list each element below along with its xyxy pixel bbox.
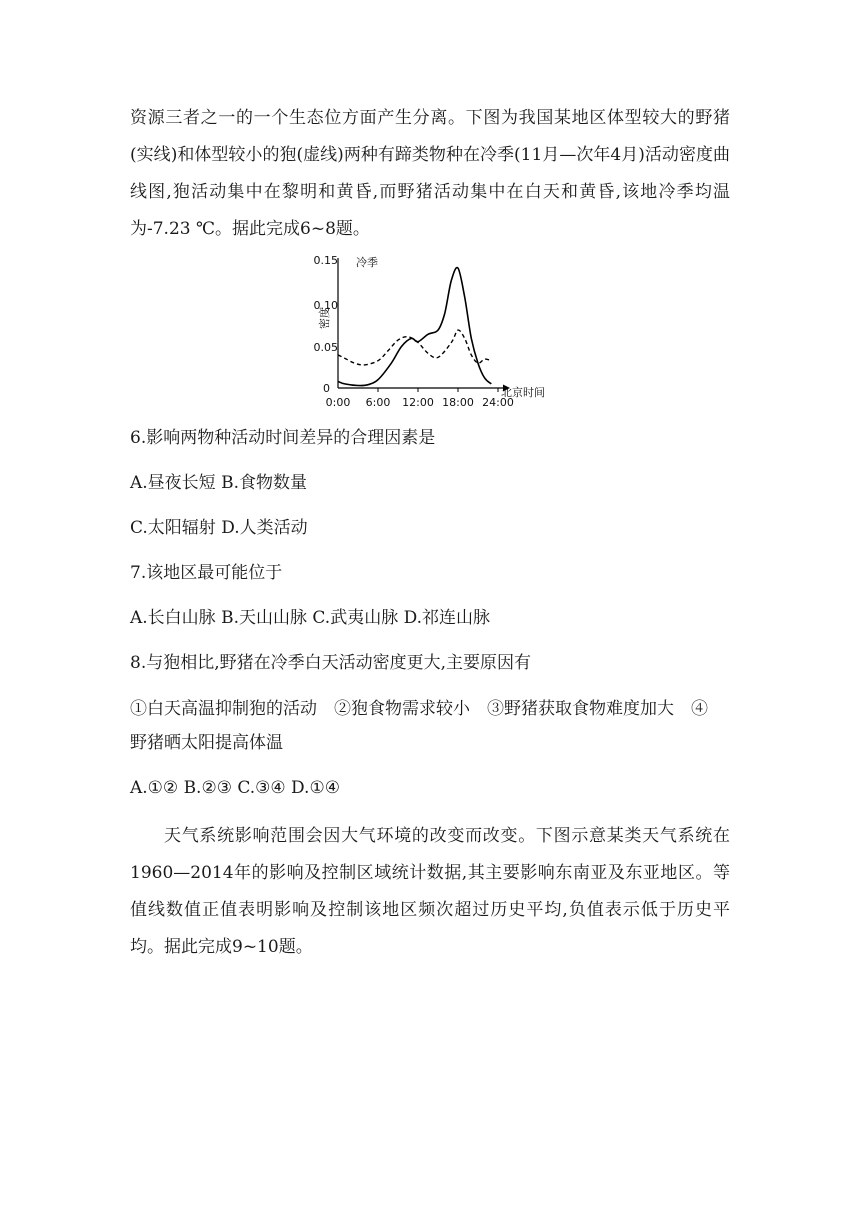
x-axis-label: 北京时间 [501, 386, 545, 399]
q8-statements-row1: ①白天高温抑制狍的活动 ②狍食物需求较小 ③野猪获取食物难度加大 ④ [130, 699, 708, 719]
x-tick-label: 6:00 [365, 396, 391, 409]
q6-options-row1: A.昼夜长短 B.食物数量 [130, 473, 307, 493]
x-tick-marks [378, 388, 498, 392]
y-tick-label: 0.15 [313, 254, 338, 267]
y-tick-label: 0 [323, 382, 330, 395]
activity-density-chart [313, 246, 545, 410]
x-tick-label: 24:00 [482, 396, 514, 409]
q8-stem: 8.与狍相比,野猪在冷季白天活动密度更大,主要原因有 [130, 653, 532, 673]
x-tick-label: 18:00 [442, 396, 474, 409]
x-tick-label: 0:00 [325, 396, 351, 409]
intro-paragraph: 资源三者之一的一个生态位方面产生分离。下图为我国某地区体型较大的野猪(实线)和体型较小的狍(虚线)两种有蹄类物种在冷季(11月—次年4月)活动密度曲线图,狍活动集中在黎明和黄昏,而野猪活动集中在白天和黄昏,该地冷季均温为-7.23 ℃。据此完成6~8题。 [130, 108, 730, 239]
q6-options-row2: C.太阳辐射 D.人类活动 [130, 518, 308, 538]
q8-statements-row2: 野猪晒太阳提高体温 [130, 733, 283, 753]
y-tick-label: 0.10 [313, 299, 338, 312]
x-tick-label: 12:00 [402, 396, 434, 409]
q6-stem: 6.影响两物种活动时间差异的合理因素是 [130, 428, 436, 448]
series-line-solid [338, 268, 491, 386]
q7-stem: 7.该地区最可能位于 [130, 563, 283, 583]
passage2-paragraph: 天气系统影响范围会因大气环境的改变而改变。下图示意某类天气系统在1960—2014年的影响及控制区域统计数据,其主要影响东南亚及东亚地区。等值线数值正值表明影响及控制该地区频次超过历史平均,负值表示低于历史平均。据此完成9~10题。 [130, 826, 730, 957]
series-line-dashed [338, 330, 491, 365]
chart-title: 冷季 [356, 256, 378, 269]
q7-options: A.长白山脉 B.天山山脉 C.武夷山脉 D.祁连山脉 [130, 608, 491, 628]
y-tick-label: 0.05 [313, 341, 338, 354]
q8-options: A.①② B.②③ C.③④ D.①④ [130, 778, 340, 798]
y-axis-label: 密度 [318, 307, 331, 329]
